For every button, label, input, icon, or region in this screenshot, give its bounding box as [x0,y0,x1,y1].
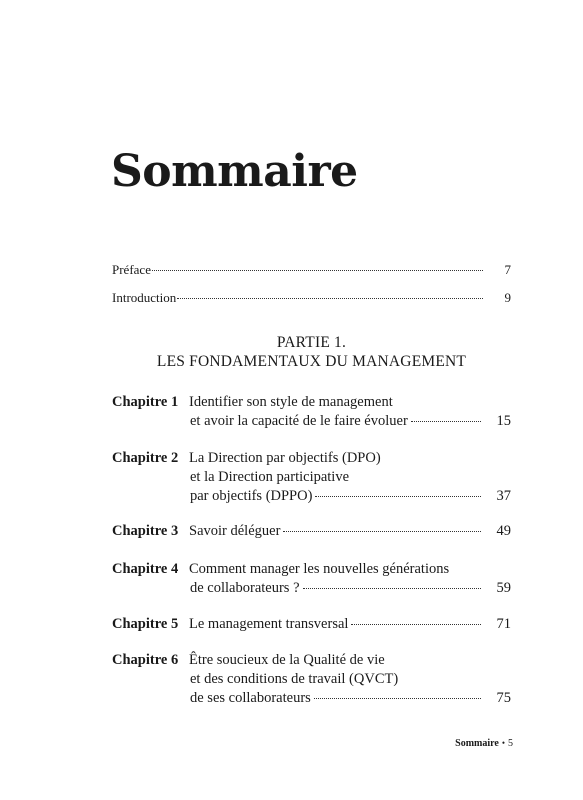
footer-bullet: • [501,738,505,748]
toc-chapter-5[interactable] [112,615,511,634]
chapter-number: Chapitre 3 [112,523,179,539]
dot-leader [303,587,481,589]
chapter-number: Chapitre 5 [112,616,179,632]
toc-chapter-2[interactable] [112,449,511,506]
toc-page-number: 15 [496,413,511,429]
toc-page-number: 59 [496,580,511,596]
chapter-title-line: Comment manager les nouvelles générations [189,561,450,577]
dot-leader [152,269,483,271]
chapter-title-line: Savoir déléguer 49 [189,523,511,539]
toc-chapter-6[interactable] [112,651,511,708]
toc-page-number: 9 [504,290,511,305]
chapter-title-line: La Direction par objectifs (DPO) [189,450,381,466]
dot-leader [177,297,483,299]
dot-leader [283,530,481,532]
dot-leader [315,495,481,497]
chapter-title-line: par objectifs (DPPO) 37 [190,488,511,504]
toc-chapter-4[interactable] [112,560,511,598]
chapter-number: Chapitre 1 [112,394,179,410]
toc-page-number: 49 [496,523,511,539]
chapter-title-line: et avoir la capacité de le faire évoluer 15 [190,413,511,429]
chapter-title-line: et la Direction participative [190,469,350,485]
toc-page-number: 7 [504,262,511,277]
chapter-title-line: et des conditions de travail (QVCT) [190,671,399,687]
dot-leader [351,623,481,625]
chapter-title-line: Identifier son style de management [189,394,393,410]
dot-leader [411,420,481,422]
toc-entry-introduction[interactable] [112,290,511,305]
part-number: PARTIE 1. [276,334,347,351]
chapter-title-line: de ses collaborateurs 75 [190,690,511,706]
page-title: Sommaire [111,146,358,197]
toc-entry-label: Préface [112,262,151,277]
toc-chapter-3[interactable] [112,522,511,541]
toc-entry-preface[interactable] [112,262,511,277]
page-footer [455,738,513,749]
toc-chapter-1[interactable] [112,393,511,431]
toc-page-number: 75 [496,690,511,706]
toc-entry-label: Introduction [112,290,177,305]
chapter-title-line: Être soucieux de la Qualité de vie [189,652,385,668]
folio-page-number: 5 [508,738,513,749]
chapter-number: Chapitre 4 [112,561,179,577]
chapter-title-line: de collaborateurs ? 59 [190,580,511,596]
dot-leader [314,697,481,699]
chapter-number: Chapitre 2 [112,450,179,466]
toc-page-number: 37 [496,488,511,504]
running-footer-label: Sommaire [455,738,499,749]
chapter-title-line: Le management transversal 71 [189,616,511,632]
chapter-number: Chapitre 6 [112,652,179,668]
part-title: LES FONDAMENTAUX DU MANAGEMENT [156,353,467,370]
toc-page-number: 71 [496,616,511,632]
part-heading [112,333,511,371]
